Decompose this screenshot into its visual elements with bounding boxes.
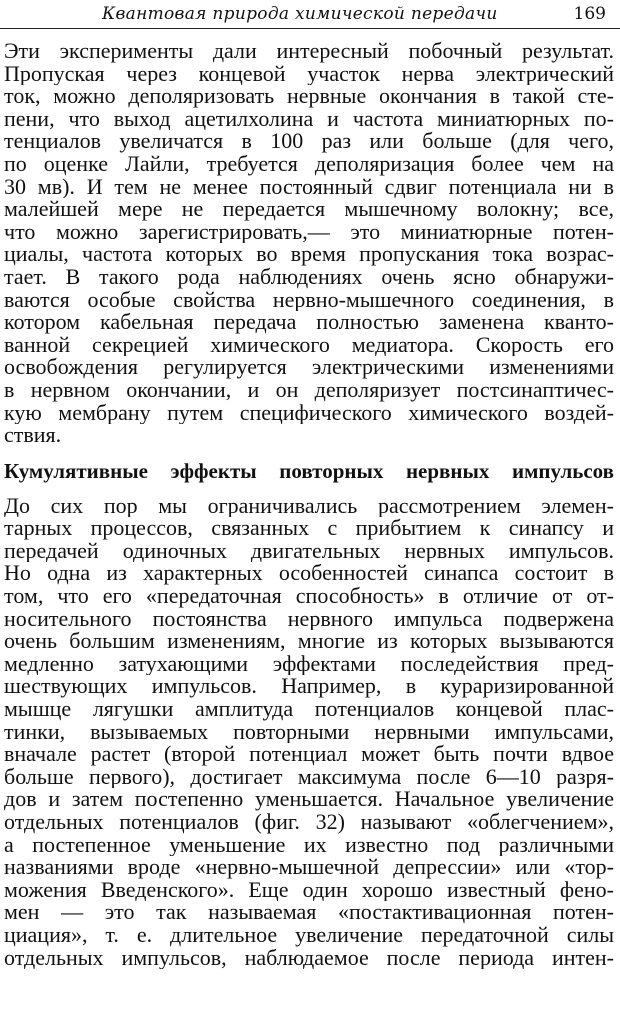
paragraph-1 <box>4 40 614 447</box>
text-line: освобождения регулируется электрическими изменениями <box>4 356 614 379</box>
text-line: тенциалов увеличатся в 100 раз или больше (для чего, <box>4 130 614 153</box>
text-line: тарных процессов, связанных с прибытием к синапсу и <box>4 517 614 540</box>
text-line: в нервном окончании, и он деполяризует постсинаптичес- <box>4 378 614 402</box>
text-line: циалы, частота которых во время пропускания тока возрас- <box>4 243 614 266</box>
section-heading: Кумулятивные эффекты повторных нервных импульсов <box>4 458 614 483</box>
text-line: ток, можно деполяризовать нервные окончания в такой сте- <box>4 85 614 108</box>
text-line: Пропуская через концевой участок нерва электрический <box>4 62 614 86</box>
text-line: больше первого), достигает максимума после 6—10 разря- <box>4 765 614 789</box>
text-line: ваются особые свойства нервно-мышечного соединения, в <box>4 288 614 312</box>
page-number: 169 <box>573 4 606 24</box>
text-line: ствия. <box>4 424 62 447</box>
text-line: циация», т. е. длительное увеличение передаточной силы <box>4 923 614 947</box>
text-line: ванной секрецией химического медиатора. Скорость его <box>4 333 614 357</box>
paragraph-2 <box>4 495 614 969</box>
text-line: тает. В такого рода наблюдениях очень ясно обнаружи- <box>4 265 614 289</box>
text-line: дов и затем постепенно уменьшается. Начальное увеличение <box>4 788 614 811</box>
text-line: очень большим изменениям, многие из которых вызываются <box>4 630 614 653</box>
text-line: отдельных импульсов, наблюдаемое после периода интен- <box>4 946 614 970</box>
text-line: по оценке Лайли, требуется деполяризация более чем на <box>4 152 614 176</box>
text-line: кую мембрану путем специфического химического воздей- <box>4 401 614 425</box>
running-head <box>0 2 620 29</box>
text-line: что можно зарегистрировать,— это миниатюрные потен- <box>4 220 614 244</box>
text-line: мышце лягушки амплитуда потенциалов концевой плас- <box>4 698 614 721</box>
text-line: мен — это так называемая «постактивационная потен- <box>4 901 614 924</box>
text-line: Эти эксперименты дали интересный побочный результат. <box>4 40 614 63</box>
text-line: медленно затухающими эффектами последействия пред- <box>4 652 614 676</box>
body-text <box>4 40 614 969</box>
text-line: можения Введенского». Еще один хорошо известный фено- <box>4 878 614 902</box>
text-line: том, что его «передаточная способность» в отличие от от- <box>4 585 614 608</box>
text-line: малейшей мере не передается мышечному волокну; все, <box>4 198 614 221</box>
text-line: 30 мв). И тем не менее постоянный сдвиг потенциала ни в <box>4 175 614 199</box>
text-line: Но одна из характерных особенностей синапса состоит в <box>4 562 614 586</box>
text-line: шествующих импульсов. Например, в кураризированной <box>4 675 614 699</box>
text-line: отдельных потенциалов (фиг. 32) называют «облегчением», <box>4 811 614 834</box>
text-line: а постепенное уменьшение их известно под различными <box>4 833 614 857</box>
text-line: носительного постоянства нервного импульса подвержена <box>4 607 614 631</box>
text-line: названиями вроде «нервно-мышечной депрессии» или «тор- <box>4 856 614 879</box>
text-line: котором кабельная передача полностью заменена кванто- <box>4 311 614 334</box>
text-line: вначале растет (второй потенциал может быть почти вдвое <box>4 743 614 766</box>
text-line: До сих пор мы ограничивались рассмотрением элемен- <box>4 494 614 518</box>
running-title: Квантовая природа химической передачи <box>102 4 498 24</box>
text-line: передачей одиночных двигательных нервных импульсов. <box>4 539 614 563</box>
text-line: тинки, вызываемых повторными нервными импульсами, <box>4 720 614 744</box>
text-line: пени, что выход ацетилхолина и частота миниатюрных по- <box>4 107 614 131</box>
